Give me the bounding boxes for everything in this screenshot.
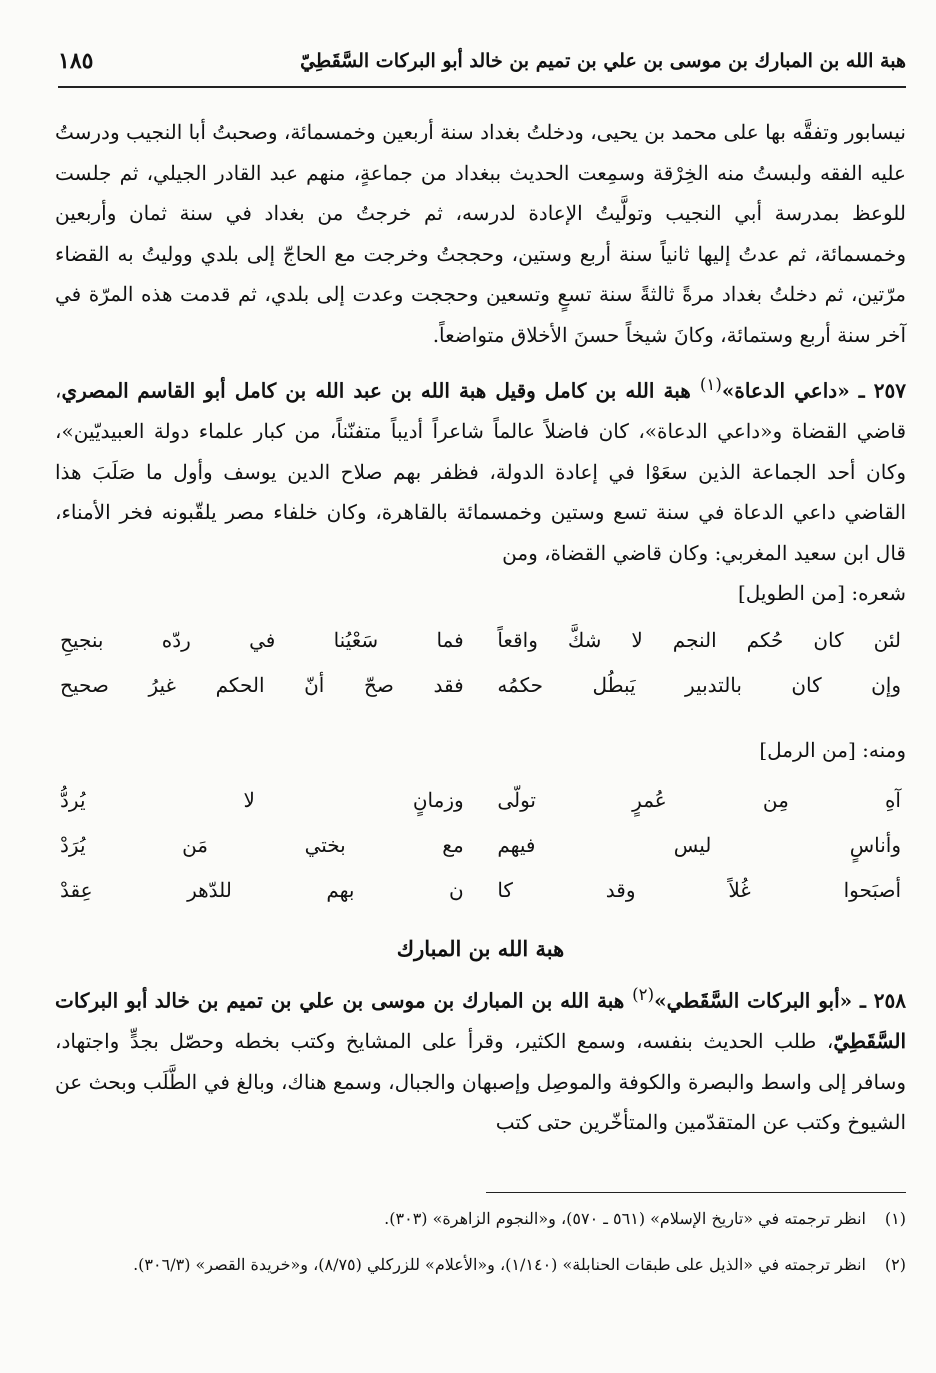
- text-line: وسمع هناك، وبالغ في الطَّلَب وبحث عن الشيوخ وكتب عن المتقدّمين والمتأخّرين حتى كتب: [55, 1069, 906, 1135]
- entry-258-kunya: أبو البركات السَّقَطِيّ: [55, 988, 906, 1054]
- text-line: وحصّل بجدٍّ واجتهاد، وسافر إلى واسط والبصرة والكوفة والموصِل وإصبهان والجبال،: [55, 1029, 907, 1094]
- entry-258-name: هبة الله بن المبارك بن موسى بن علي بن تميم بن خالد: [154, 988, 633, 1013]
- footnote-ref-1[interactable]: (١): [699, 375, 722, 394]
- entry-257: [55, 365, 906, 573]
- verse-second-hemistich: مع بختي مَن يُرَدْ: [60, 833, 464, 858]
- footnote-2: [55, 1250, 906, 1280]
- meter-label-ramal: ومنه: [من الرمل]: [759, 738, 906, 763]
- footnote-mark: (٢): [884, 1255, 906, 1274]
- entry-257-name: هبة الله بن كامل وقيل هبة الله بن عبد الله بن كامل أبو القاسم: [137, 378, 700, 403]
- footnote-ref-2[interactable]: (٢): [632, 985, 655, 1005]
- verse-second-hemistich: فقد صحّ أنّ الحكم غيرُ صحيح: [60, 673, 464, 698]
- running-title: هبة الله بن المبارك بن موسى بن علي بن تميم بن خالد أبو البركات السَّقَطِيّ: [300, 50, 906, 72]
- verse-first-hemistich: آهِ مِن عُمرٍ تولّى: [497, 788, 901, 813]
- main-text: [55, 112, 906, 1143]
- footnote-text: انظر ترجمته في «الذيل على طبقات الحنابلة» (١/١٤٠)، و«الأعلام» للزركلي (٨/٧٥)، و«خريدة القصر» (٣٠٦/٣).: [133, 1255, 866, 1274]
- verse-line: [60, 868, 901, 913]
- meter-label-tawil: شعره: [من الطويل]: [737, 581, 906, 606]
- verse-line: [60, 663, 901, 708]
- verse-line: [60, 778, 901, 823]
- page-number: ١٨٥: [58, 48, 94, 74]
- text-line: بغداد في سنة ثمان وأربعين وخمسمائة، ثم عدتُ إليها ثانياً سنة أربع وستين، وحججتُ: [55, 201, 906, 266]
- running-header: [58, 36, 906, 88]
- text-line: ، طلب الحديث بنفسه، وسمع الكثير، وقرأ على المشايخ وكتب بخطه: [234, 1029, 834, 1054]
- verse-first-hemistich: وأناسٍ ليس فيهم: [497, 833, 901, 858]
- verse-first-hemistich: وإن كان بالتدبير يَبطُل حكمُه: [497, 673, 901, 698]
- text-line: وكان خلفاء مصر يلقّبونه فخر الأمناء، قال ابن سعيد المغربي: وكان قاضي القضاة، ومن: [55, 500, 906, 565]
- verse-first-hemistich: لئن كان حُكم النجم لا شكَّ واقعاً: [497, 628, 901, 653]
- text-line: القادر الجيلي، ثم جلست للوعظ بمدرسة أبي النجيب وتولَّيتُ الإعادة لدرسه، ثم خرجتُ من: [55, 160, 907, 225]
- verse-line: [60, 823, 901, 868]
- verse-first-hemistich: أصبَحوا غُلاً وقد كا: [497, 878, 901, 903]
- text-line: دولة العبيديّين»، وكان أحد الجماعة الذين سعَوْا في إعادة الدولة، فظفر بهم صلاح الدين: [55, 419, 907, 484]
- footnote-1: [55, 1204, 906, 1234]
- footnote-divider: [486, 1192, 906, 1193]
- text-line: نيسابور وتفقَّه بها على محمد بن يحيى، ودخلتُ بغداد سنة أربعين وخمسمائة، وصحبتُ أبا: [188, 120, 906, 144]
- entry-258-number-title: ٢٥٨ ـ «أبو البركات السَّقَطي»: [654, 988, 907, 1013]
- poem-2: [55, 778, 906, 913]
- poem-1: [55, 618, 906, 708]
- text-line: يوسف وأول ما صَلَبَ هذا القاضي داعي الدعاة في سنة تسع وستين وخمسمائة بالقاهرة،: [55, 459, 906, 525]
- section-title: هبة الله بن المبارك: [396, 936, 565, 962]
- text-line: وتسعين وحججت وعدت إلى بلدي، ثم قدمت هذه المرّة في آخر سنة أربع وستمائة، وكانَ: [55, 282, 906, 347]
- verse-second-hemistich: فما سَعْيُنا في ردّه بنجيحِ: [60, 628, 464, 653]
- verse-line: [60, 618, 901, 663]
- entry-258: [55, 975, 906, 1143]
- verse-second-hemistich: وزمانٍ لا يُردُّ: [60, 788, 464, 813]
- footnotes: [55, 1204, 906, 1296]
- text-line: النجيب ودرستُ عليه الفقه ولبستُ منه الخِرْقة وسمِعت الحديث ببغداد من جماعةٍ، منهم عبد: [55, 120, 906, 185]
- entry-257-nisba: المصري: [61, 378, 129, 403]
- entry-257-number-title: ٢٥٧ ـ «داعي الدعاة»: [721, 378, 907, 403]
- verse-second-hemistich: ن بهم للدّهر عِقدْ: [60, 878, 464, 903]
- text-line: شيخاً حسنَ الأخلاق متواضعاً.: [432, 322, 668, 347]
- footnote-text: انظر ترجمته في «تاريخ الإسلام» (٥٦١ ـ ٥٧٠)، و«النجوم الزاهرة» (٣٠٣).: [384, 1209, 866, 1228]
- text-line: ، قاضي القضاة و«داعي الدعاة»، كان فاضلاً عالماً شاعراً أديباً متفنّناً، من كبار علماء: [55, 378, 907, 444]
- paragraph-continuation: [55, 112, 906, 355]
- text-line: وخرجت مع الحاجّ إلى بلدي ووليتُ به القضاء مرّتين، ثم دخلتُ بغداد مرةً ثالثةً سنة تسعٍ: [55, 241, 906, 306]
- footnote-mark: (١): [884, 1209, 906, 1228]
